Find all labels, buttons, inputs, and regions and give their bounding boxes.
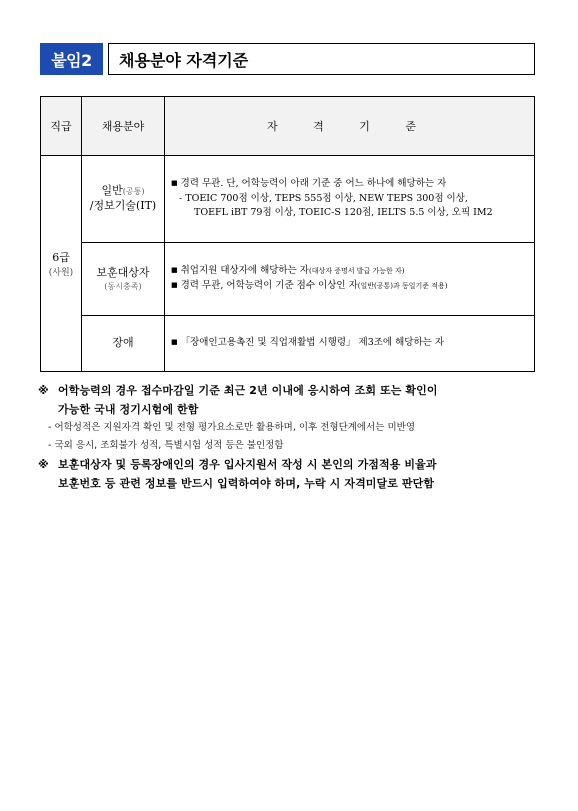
table-row xyxy=(41,243,535,316)
table-row xyxy=(41,156,535,243)
note-language xyxy=(38,381,548,419)
criteria-line: 경력 무관. 단, 어학능력이 아래 기준 중 어느 하나에 해당하는 자 xyxy=(180,177,447,189)
criteria-cell-disabled xyxy=(165,316,535,372)
field-sublabel: (동시충족) xyxy=(104,281,142,291)
criteria-cell-general xyxy=(165,156,535,243)
field-label-line2: /정보기술(IT) xyxy=(89,199,157,212)
note-line: 어학능력의 경우 접수마감일 기준 최근 2년 이내에 응시하여 조회 또는 확인이 xyxy=(58,384,438,397)
grade-label: 6급 xyxy=(52,251,70,264)
header-criteria: 자 격 기 준 xyxy=(165,97,535,156)
field-cell-disabled xyxy=(82,316,165,372)
bullet-icon: ■ xyxy=(171,178,178,187)
note-line: 보훈번호 등 관련 정보를 반드시 입력하여야 하며, 누락 시 자격미달로 판단함 xyxy=(58,477,435,490)
page-header xyxy=(40,43,535,75)
table-row xyxy=(41,316,535,372)
notes-section xyxy=(38,381,548,493)
criteria-table xyxy=(40,96,535,372)
reference-mark-icon: ※ xyxy=(38,458,49,471)
note-line: 가능한 국내 정기시험에 한함 xyxy=(58,403,199,416)
page-title: 채용분야 자격기준 xyxy=(108,43,535,75)
note-veterans xyxy=(38,455,548,493)
note-subitem: - 국외 응시, 조회불가 성적, 특별시험 성적 등은 불인정함 xyxy=(48,440,284,451)
criteria-note: (일반(공통)과 동일기준 적용) xyxy=(357,282,448,290)
note-line: 보훈대상자 및 등록장애인의 경우 입사지원서 작성 시 본인의 가점적용 비율과 xyxy=(58,458,437,471)
note-subitem: - 어학성적은 지원자격 확인 및 전형 평가요소로만 활용하며, 이후 전형단계에서는 미반영 xyxy=(48,422,416,433)
bullet-icon: ■ xyxy=(171,266,178,275)
attachment-badge: 붙임2 xyxy=(40,43,103,75)
field-cell-general xyxy=(82,156,165,243)
bullet-icon: ■ xyxy=(171,281,178,289)
field-label: 보훈대상자 xyxy=(96,266,150,280)
criteria-line: - TOEIC 700점 이상, TEPS 555점 이상, NEW TEPS 300점 이상, xyxy=(179,192,468,204)
criteria-line: TOEFL iBT 79점 이상, TOEIC-S 120점, IELTS 5.5 이상, 오픽 IM2 xyxy=(194,207,493,219)
criteria-line: 「장애인고용촉진 및 직업재활법 시행령」 제3조에 해당하는 자 xyxy=(180,337,445,349)
field-paren: (공통) xyxy=(122,187,145,197)
field-label: 일반 xyxy=(101,184,123,198)
grade-sublabel: (사원) xyxy=(48,268,74,278)
grade-cell xyxy=(41,156,82,372)
criteria-note: (대상자 증명서 발급 가능한 자) xyxy=(309,267,405,276)
table-header-row xyxy=(41,97,535,156)
criteria-line: 경력 무관, 어학능력이 기준 점수 이상인 자 xyxy=(180,280,358,291)
header-grade: 직급 xyxy=(41,97,82,156)
bullet-icon: ■ xyxy=(171,338,178,347)
header-field: 채용분야 xyxy=(82,97,165,156)
field-label: 장애 xyxy=(112,336,134,350)
criteria-cell-veterans xyxy=(165,243,535,316)
field-cell-veterans xyxy=(82,243,165,316)
reference-mark-icon: ※ xyxy=(38,384,49,397)
criteria-line: 취업지원 대상자에 해당하는 자 xyxy=(180,265,309,277)
